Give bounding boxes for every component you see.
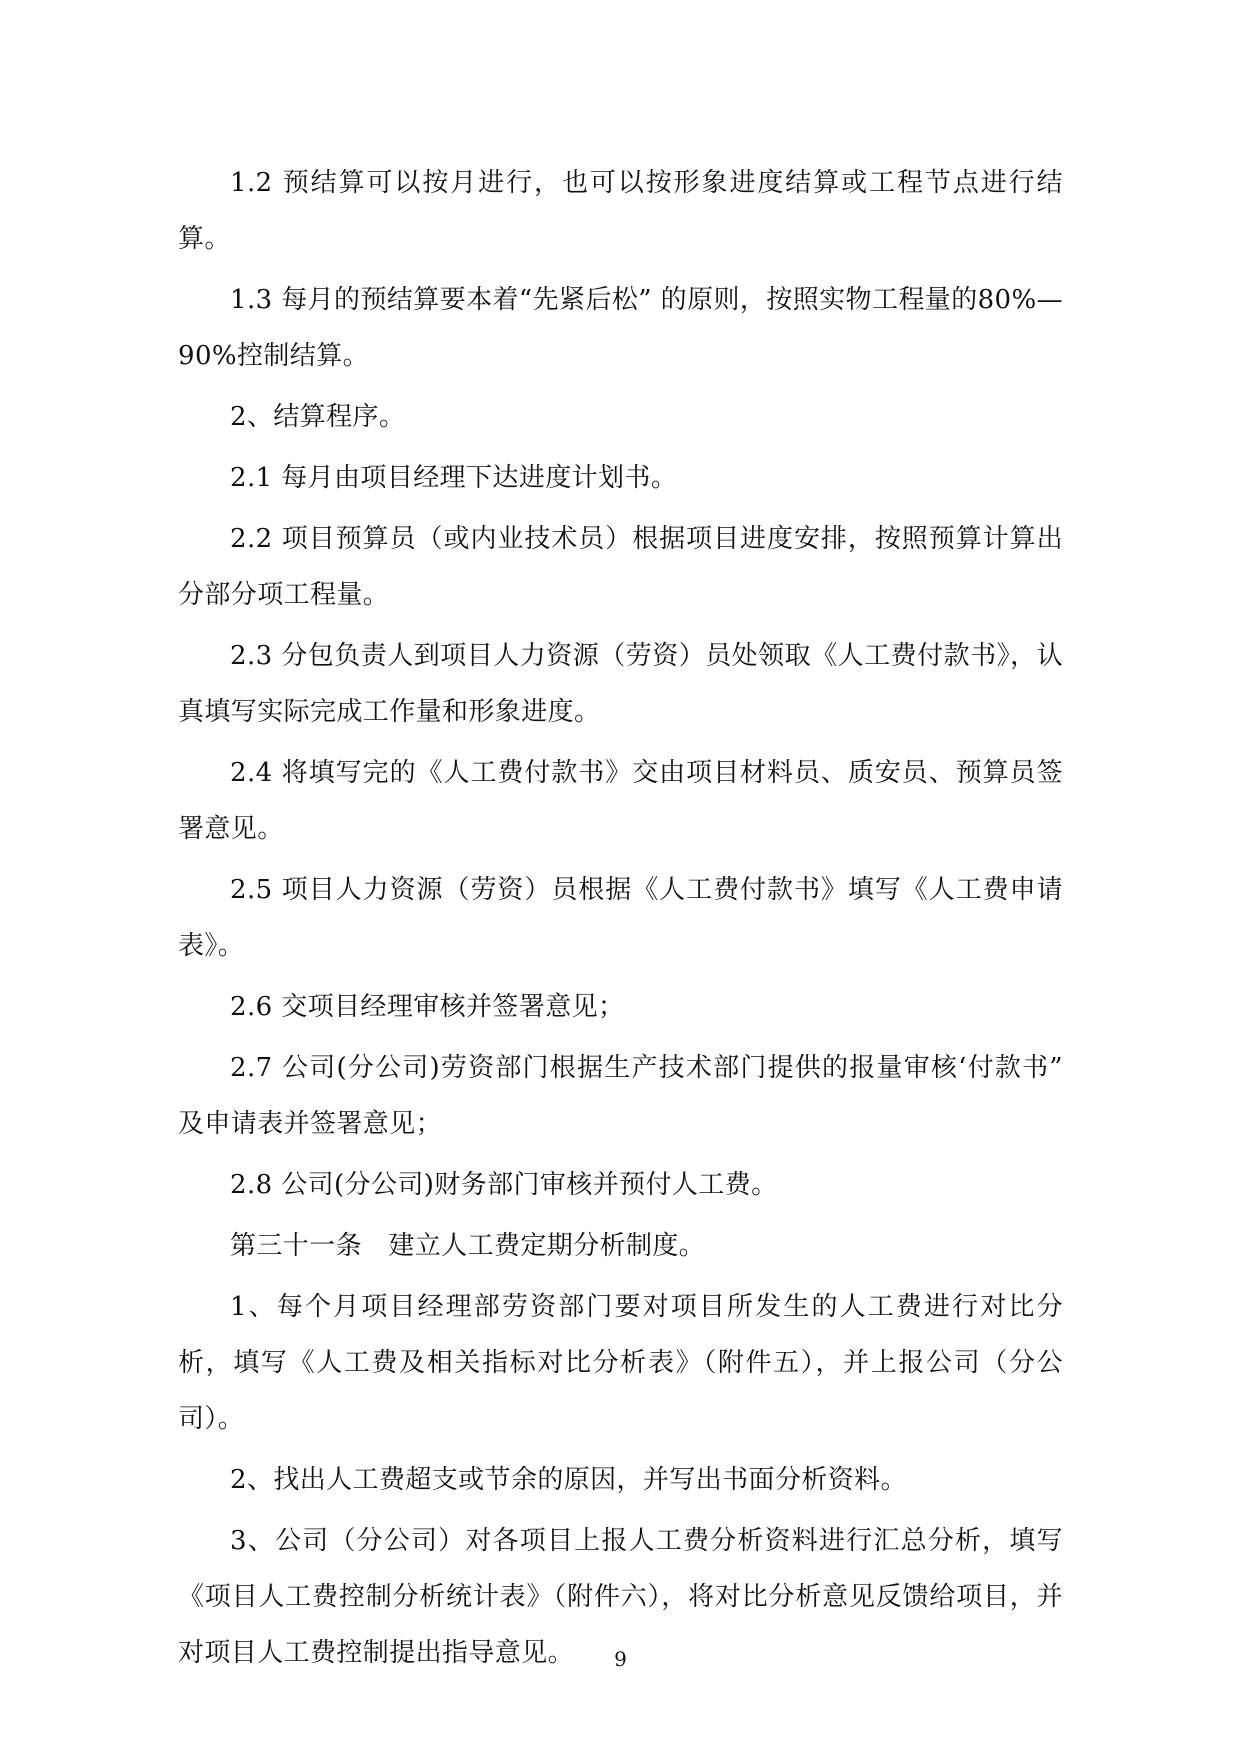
page-body [178,155,1063,1686]
article-31-item-2: 2、找出人工费超支或节余的原因，并写出书面分析资料。 [230,1465,907,1495]
paragraph-2-2: 2.2 项目预算员（或内业技术员）根据项目进度安排，按照预算计算出分部分项工程量。 [178,524,1063,610]
paragraph-1-2: 1.2 预结算可以按月进行，也可以按形象进度结算或工程节点进行结算。 [178,168,1063,254]
paragraph-2-4: 2.4 将填写完的《人工费付款书》交由项目材料员、质安员、预算员签署意见。 [178,758,1063,844]
article-31-item-3: 3、公司（分公司）对各项目上报人工费分析资料进行汇总分析，填写《项目人工费控制分析统计表》（附件六），将对比分析意见反馈给项目，并对项目人工费控制提出指导意见。 [178,1526,1063,1668]
paragraph-2-1: 2.1 每月由项目经理下达进度计划书。 [230,463,678,493]
paragraph-2-6: 2.6 交项目经理审核并签署意见； [230,992,625,1022]
article-31-item-1: 1、每个月项目经理部劳资部门要对项目所发生的人工费进行对比分析，填写《人工费及相关指标对比分析表》（附件五），并上报公司（分公司）。 [178,1292,1063,1434]
paragraph-1-3: 1.3 每月的预结算要本着“先紧后松” 的原则，按照实物工程量的80%—90%控制结算。 [178,285,1063,371]
paragraph-2-3: 2.3 分包负责人到项目人力资源（劳资）员处领取《人工费付款书》，认真填写实际完成工作量和形象进度。 [178,641,1063,727]
paragraph-2-8: 2.8 公司(分公司)财务部门审核并预付人工费。 [230,1170,778,1200]
article-31-heading: 第三十一条 建立人工费定期分析制度。 [230,1231,706,1261]
paragraph-2-heading: 2、结算程序。 [230,402,406,432]
paragraph-2-7: 2.7 公司(分公司)劳资部门根据生产技术部门提供的报量审核‘付款书” 及申请表并签署意见； [178,1053,1063,1139]
page-number: 9 [614,1647,627,1671]
paragraph-2-5: 2.5 项目人力资源（劳资）员根据《人工费付款书》填写《人工费申请表》。 [178,875,1063,961]
